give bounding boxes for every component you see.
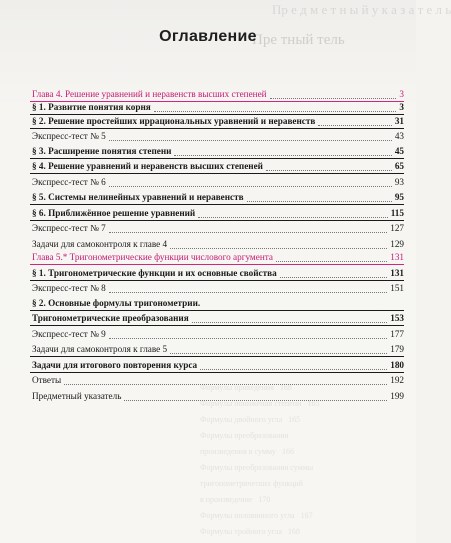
section-rule [30,173,404,174]
toc-row [32,296,404,311]
toc-row [32,373,404,388]
toc-entry-label: Экспресс-тест № 6 [32,177,106,187]
toc-entry-page: 127 [390,223,404,233]
toc-entry-label: Экспресс-тест № 7 [32,223,106,233]
dot-leader [109,139,392,141]
section-rule [30,325,404,326]
toc-entry-page: 3 [399,89,404,99]
toc-row [32,175,404,190]
toc-entry-page: 153 [390,313,404,323]
toc-entry-page: 3 [399,102,404,112]
toc-entry-page: 45 [394,146,404,156]
dot-leader [247,200,392,202]
toc-row [32,389,404,404]
dot-leader [109,337,387,339]
toc-entry-label: Глава 5.* Тригонометрические функции числового аргумента [32,252,273,262]
toc-entry-page: 199 [390,391,404,401]
toc-entry-label: § 5. Системы нелинейных уравнений и неравенств [32,192,244,202]
dot-leader [109,291,387,293]
toc-entry-label: Экспресс-тест № 9 [32,329,106,339]
dot-leader [170,247,387,249]
chapter-underline [30,264,404,265]
toc-row [32,281,404,296]
toc-entry-label: Экспресс-тест № 5 [32,131,106,141]
toc-entry-label: § 1. Развитие понятия корня [32,102,151,112]
toc-entry-page: 180 [390,360,404,370]
toc-entry-label: § 2. Решение простейших иррациональных уравнений и неравенств [32,116,316,126]
toc-entry-page: 115 [390,208,404,218]
dot-leader [170,352,387,354]
section-rule [30,356,404,357]
toc-entry-label: Задачи для итогового повторения курса [32,360,198,370]
toc-entry-label: Тригонометрические преобразования [32,313,189,323]
toc-row [32,190,404,205]
dot-leader [174,154,391,156]
bleed-through-text: Пр е д м е т н ы й у к а з а т е л ь [272,2,451,17]
toc-entry-label: § 1. Тригонометрические функции и их основные свойства [32,268,277,278]
bleed-through-heading: Пре тный тель [252,32,345,48]
page-title: Оглавление [159,28,257,45]
toc-entry-label: § 4. Решение уравнений и неравенств высших степеней [32,161,263,171]
toc-entry-page: 95 [394,192,404,202]
toc-row [32,206,404,221]
toc-entry-label: Глава 4. Решение уравнений и неравенств высших степеней [32,89,267,99]
dot-leader [124,399,387,401]
dot-leader [109,185,392,187]
toc-entry-page: 31 [394,116,404,126]
dot-leader [318,124,391,126]
toc-row [32,266,404,281]
toc-entry-page: 131 [390,268,404,278]
toc-entry-label: § 3. Расширение понятия степени [32,146,172,156]
toc-row [32,159,404,174]
dot-leader [280,276,388,278]
toc-entry-label: Экспресс-тест № 8 [32,283,106,293]
toc-entry-page: 177 [390,329,404,339]
toc-row [32,221,404,236]
toc-row [32,144,404,159]
dot-leader [64,383,387,385]
toc-row [32,358,404,373]
dot-leader [198,216,387,218]
dot-leader [266,169,392,171]
toc-row [32,327,404,342]
dot-leader [200,368,387,370]
toc-row [32,114,404,129]
dot-leader [154,110,397,112]
toc-entry-page: 65 [394,161,404,171]
toc-entry-label: § 2. Основные формулы тригонометрии. [32,298,201,308]
toc-entry-page: 129 [390,239,404,249]
toc-chapter-row [32,250,404,265]
toc-row [32,311,404,326]
toc-entry-label: Задачи для самоконтроля к главе 4 [32,239,168,249]
dot-leader [109,231,387,233]
toc-entry-page: 151 [390,283,404,293]
toc-row [32,342,404,357]
bleed-through-index: Формулы приведения 168 Формулы понижения степени 165 Формулы двойного угла 165 Формулы преобразования произведения в сумму 166 Формулы преобразования суммы тригонометрических функций в произведение 170 Формулы половинного угла 167 Формулы тройного угла 168 [200,383,320,536]
dot-leader [276,260,387,262]
toc-entry-label: § 6. Приближённое решение уравнений [32,208,196,218]
toc-entry-page: 192 [390,375,404,385]
toc-entry-label: Задачи для самоконтроля к главе 5 [32,344,168,354]
toc-entry-page: 43 [394,131,404,141]
toc-entry-page: 131 [390,252,404,262]
section-rule [30,204,404,205]
dot-leader [270,97,397,99]
toc-entry-label: Ответы [32,375,62,385]
toc-entry-page: 179 [390,344,404,354]
toc-entry-label: Предметный указатель [32,391,122,401]
toc-row [32,129,404,144]
toc-entry-page: 93 [394,177,404,187]
toc-row [32,100,404,115]
dot-leader [192,321,388,323]
